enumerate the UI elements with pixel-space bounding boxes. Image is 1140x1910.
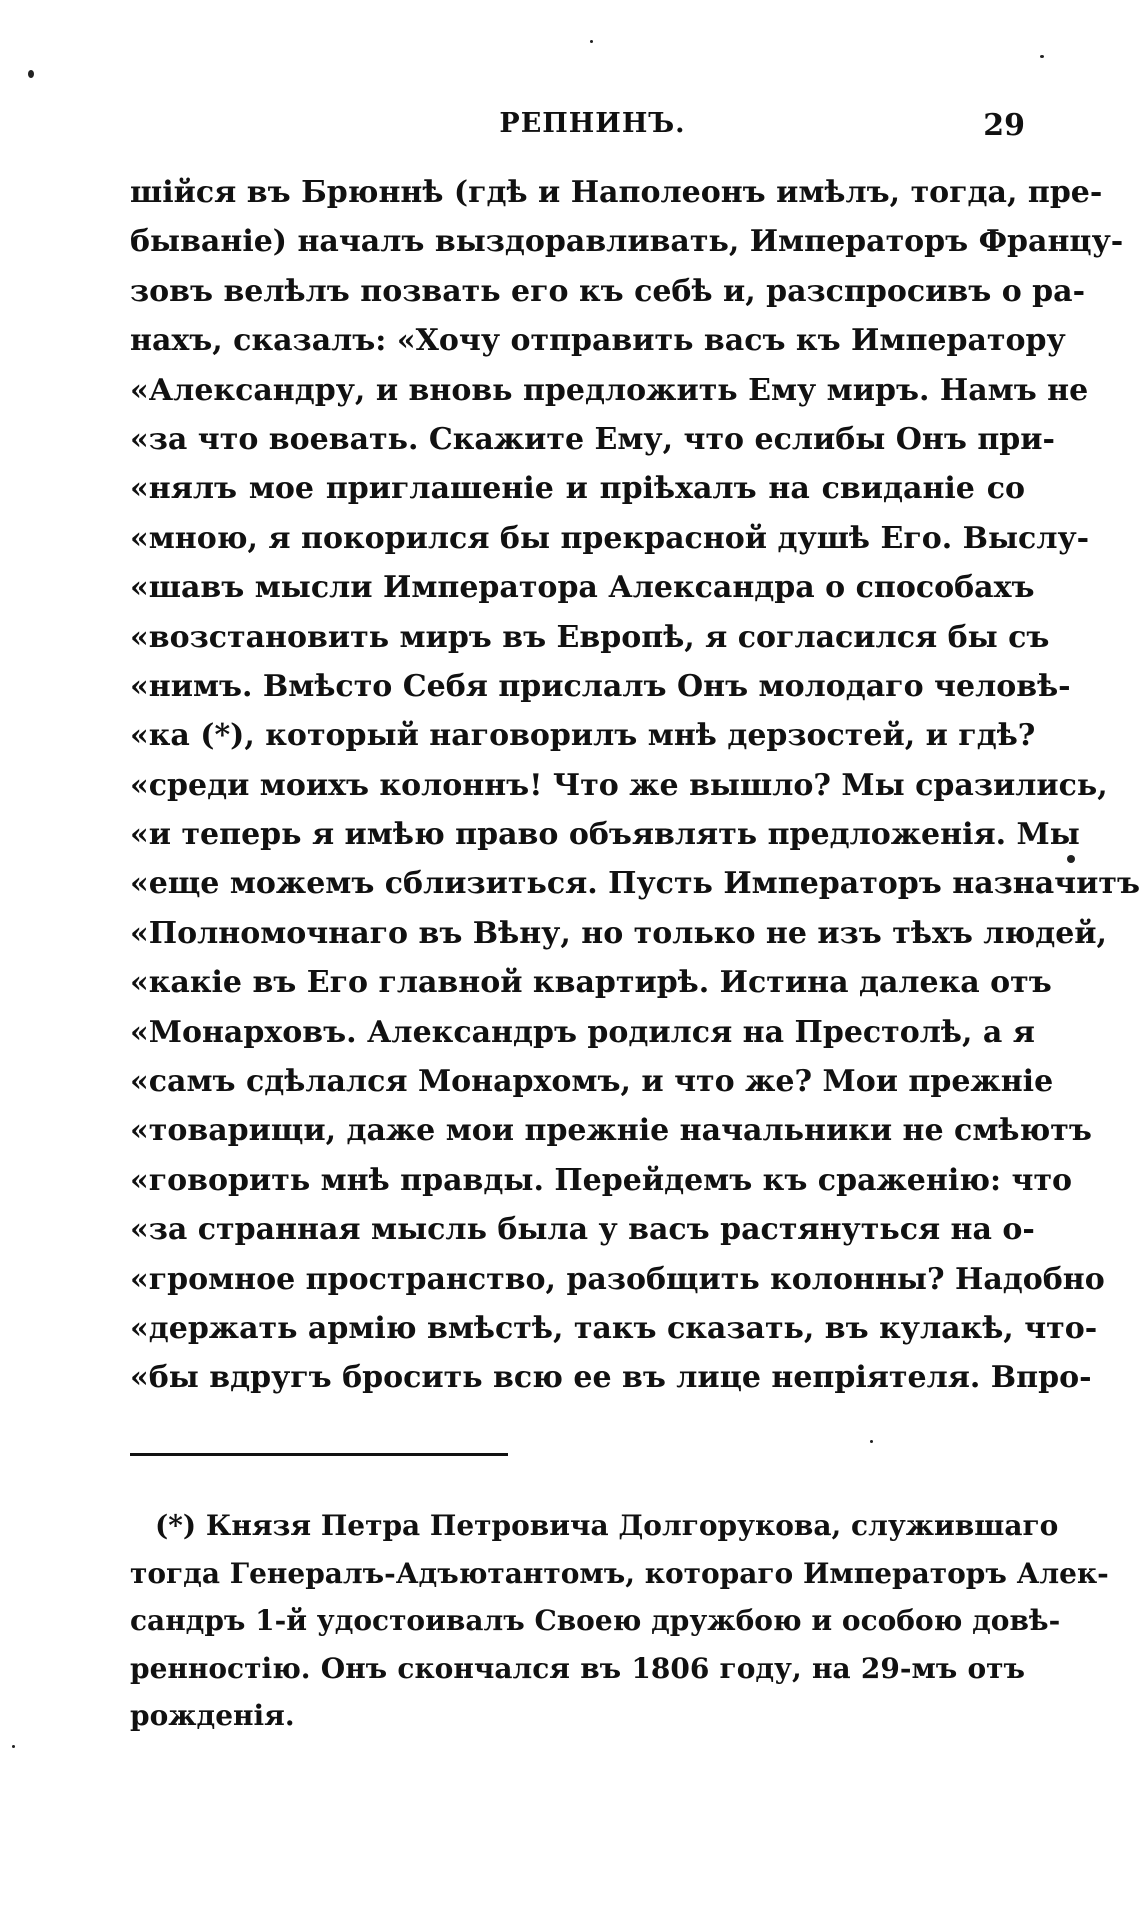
footnote-line: ренностію. Онъ скончался въ 1806 году, на 29-мъ отъ [130,1651,1025,1685]
text-line: «шавъ мысли Императора Александра о способахъ [130,570,1035,606]
footnote-line: рожденія. [130,1699,295,1732]
footnote-line: сандръ 1-й удостоивалъ Своею дружбою и особою довѣ- [130,1604,1061,1637]
text-line: «товарищи, даже мои прежніе начальники не смѣютъ [130,1113,1092,1149]
text-line: зовъ велѣлъ позвать его къ себѣ и, разспросивъ о ра- [130,273,1086,309]
footnote-line: (*) Князя Петра Петровича Долгорукова, служившаго [155,1509,1059,1542]
text-line: «нимъ. Вмѣсто Себя прислалъ Онъ молодаго человѣ- [130,668,1071,704]
text-line: «говорить мнѣ правды. Перейдемъ къ сраженію: что [130,1162,1073,1198]
text-line: «Полномочнаго въ Вѣну, но только не изъ тѣхъ людей, [130,915,1107,951]
scan-speck [1040,55,1044,58]
page-number: 29 [983,108,1025,143]
scan-speck [870,1440,873,1443]
text-line: «и теперь я имѣю право объявлять предложенія. Мы [130,817,1080,853]
footnote-line: тогда Генералъ-Адъютантомъ, котораго Императоръ Алек- [130,1556,1109,1590]
scan-speck [1067,855,1075,863]
text-line: «держать армію вмѣстѣ, такъ сказать, въ кулакѣ, что- [130,1310,1098,1346]
footnote [130,1502,1109,1740]
footnote-divider [130,1453,508,1456]
text-line: «возстановить миръ въ Европѣ, я согласился бы съ [130,619,1050,655]
text-line: «еще можемъ сблизиться. Пусть Императоръ назначитъ [130,866,1140,902]
running-head [130,108,1025,148]
scan-speck [12,1745,15,1748]
text-line: «за странная мысль была у васъ растянуться на о- [130,1212,1035,1248]
body-text [130,168,1140,1403]
text-line: «ка (*), который наговорилъ мнѣ дерзостей, и гдѣ? [130,718,1036,754]
text-line: бываніе) началъ выздоравливать, Императоръ Францу- [130,224,1124,260]
text-line: «мною, я покорился бы прекрасной душѣ Его. Выслу- [130,520,1090,556]
text-line: «самъ сдѣлался Монархомъ, и что же? Мои прежніе [130,1064,1054,1100]
text-line: «громное пространство, разобщить колонны? Надобно [130,1261,1105,1297]
text-line: «нялъ мое приглашеніе и пріѣхалъ на свиданіе со [130,471,1025,507]
scan-speck [28,70,34,78]
text-line: «Монарховъ. Александръ родился на Престолѣ, а я [130,1014,1035,1050]
text-line: «какіе въ Его главной квартирѣ. Истина далека отъ [130,965,1052,1001]
text-line: «Александру, и вновь предложить Ему миръ. Намъ не [130,372,1089,408]
text-line: «бы вдругъ бросить всю ее въ лице непріятеля. Впро- [130,1360,1092,1396]
scan-speck [590,40,593,43]
text-line: «за что воевать. Скажите Ему, что еслибы Онъ при- [130,421,1055,457]
running-title: РЕПНИНЪ. [499,108,686,139]
text-line: «среди моихъ колоннъ! Что же вышло? Мы сразились, [130,767,1108,803]
text-line: шійся въ Брюннѣ (гдѣ и Наполеонъ имѣлъ, тогда, пре- [130,175,1103,210]
text-line: нахъ, сказалъ: «Хочу отправить васъ къ Императору [130,323,1066,359]
